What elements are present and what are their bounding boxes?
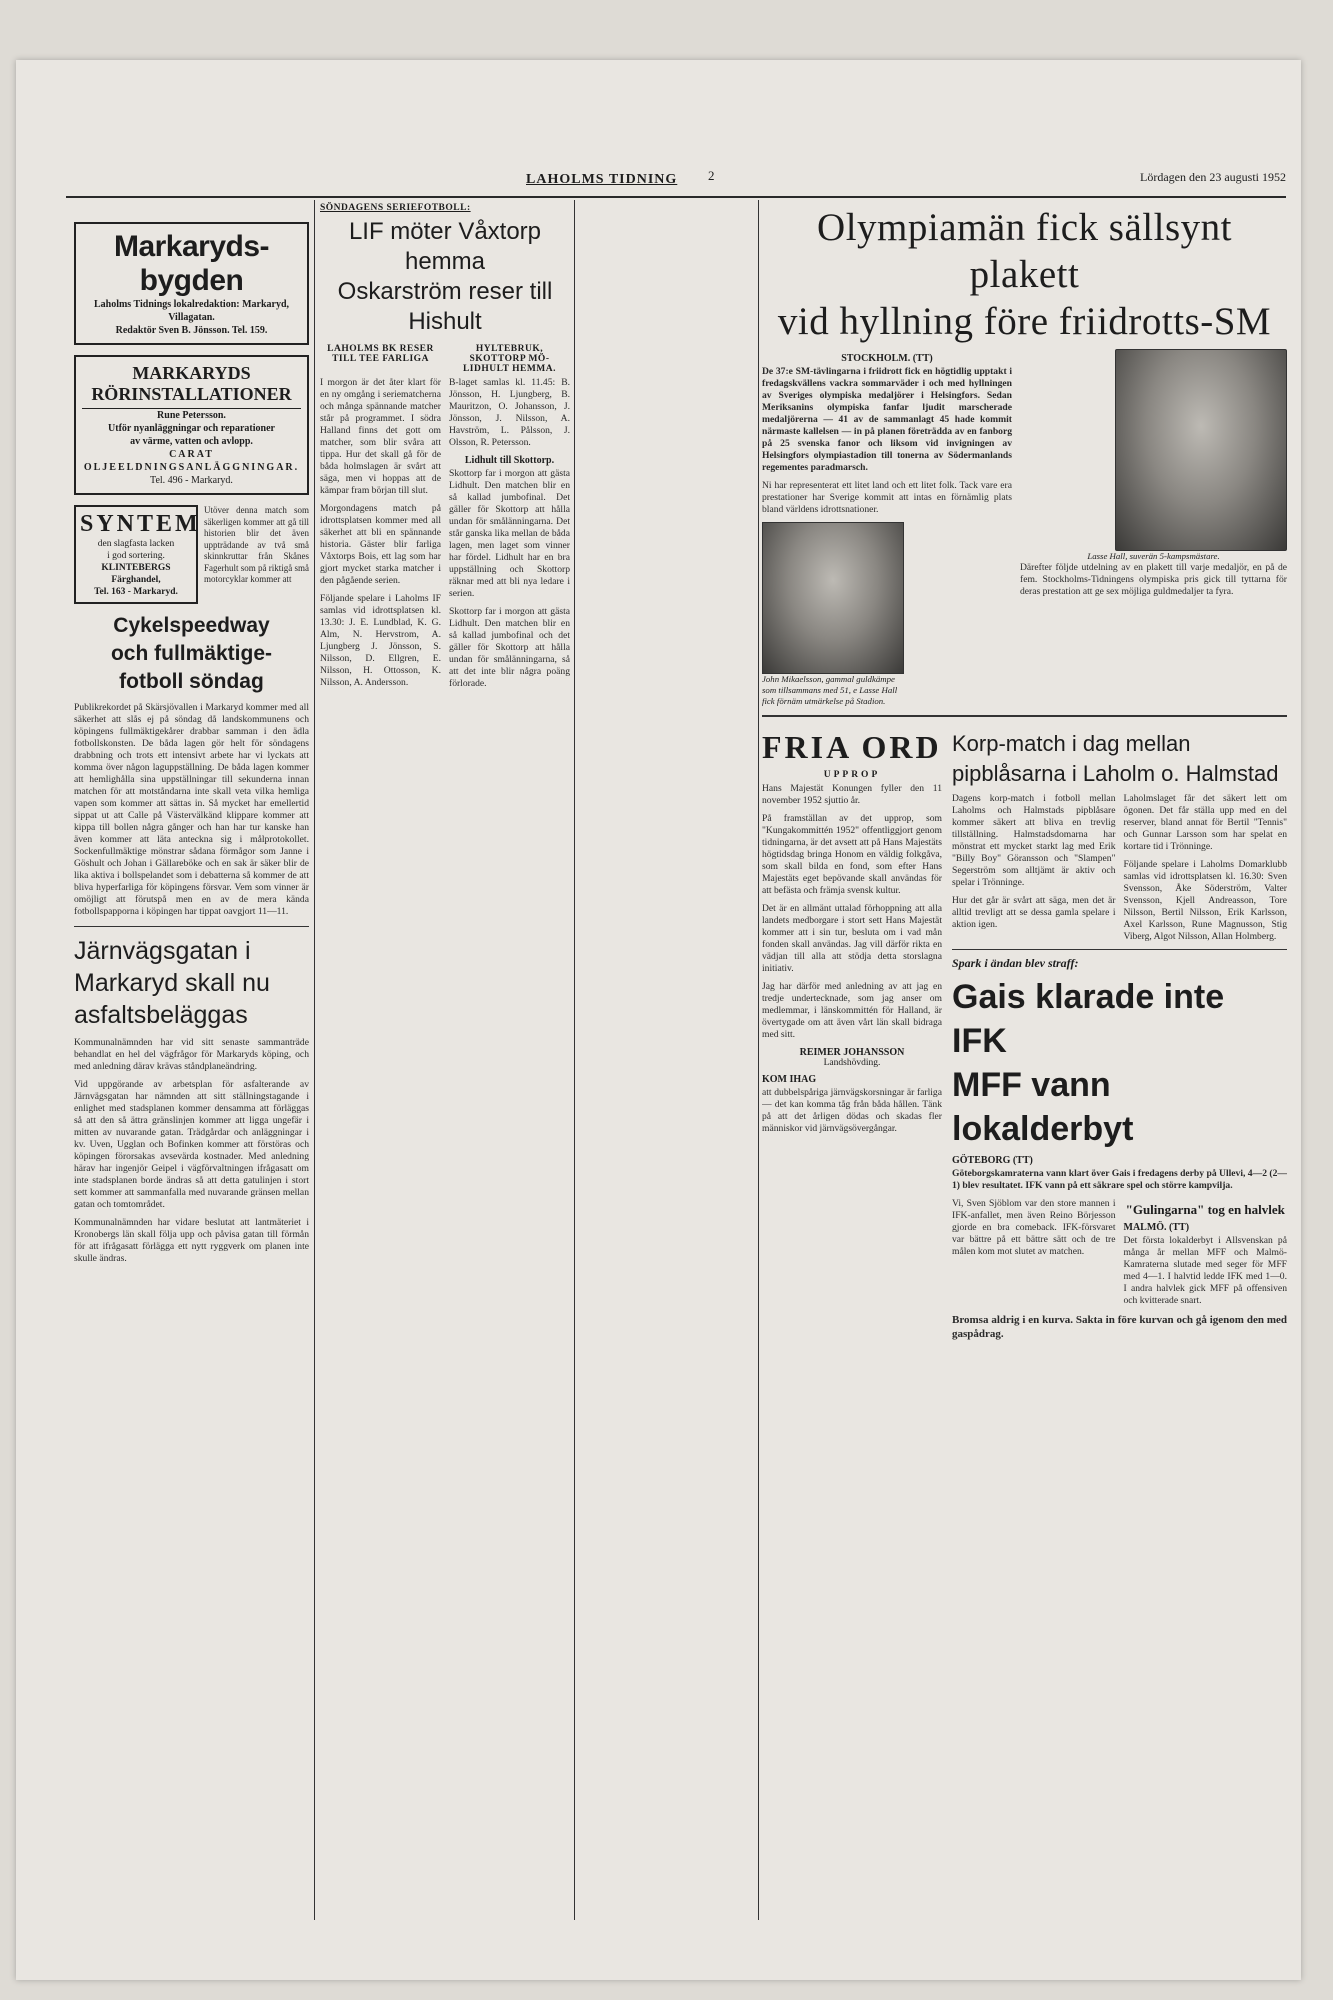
oly-title1: Olympiamän fick sällsynt plakett [817,206,1232,296]
serie-body2: Morgondagens match på idrottsplatsen kommer med all säkerhet att bli en spännande historia. Gäster blir farliga Våxtorps Bois, ett lag som har gjort mycket starka matcher i den pågående serien. [320,503,441,586]
gais-right [1124,1198,1288,1313]
fria-sign2: Landshövding. [823,1058,881,1068]
mikaelsson-photo [762,522,904,674]
jarnvag-headline: Järnvägsgatan i Markaryd skall nu asfaltsbeläggas [74,937,270,1029]
oly-body2: Därefter följde utdelning av en plakett till varje medaljör, en på de fem. Stockholms-Tidningens olympiska pris gick till tyttarna för deras prestation att ge sex möjliga guldmedaljer ta fyra. [1020,562,1287,597]
markaryd-sub1: Laholms Tidnings lokalredaktion: Markaryd, Villagatan. [93,299,290,323]
speedway-title1: Cykelspeedway [113,614,270,637]
ror-line4: CARAT OLJEELDNINGSANLÄGGNINGAR. [83,449,300,473]
komihag-head: KOM IHAG [762,1074,817,1085]
fria-title: FRIA ORD [762,729,942,765]
fria-body1: Hans Majestät Konungen fyller den 11 november 1952 sjuttio år. [762,783,942,806]
jarnvag-body3: Kommunalnämnden har vidare beslutat att lantmäteriet i Kronobergs län skall följa upp och påvisa gatan till förmån för att ifrågasatt förlägga ett nytt ryggverk om planen inte skulle ändras. [74,1217,309,1264]
serie-body4: Följande spelare i Laholms IF samlas vid idrottsplatsen kl. 13.30: J. E. Lundblad, K. G. Alm, N. Hervstrom, A. Ljungberg J. Jönsson, S. Nilsson, D. Ellgren, E. Nilsson, H. Ottosson, K. Nilsson, A. Andersson. [320,593,441,688]
gais-title2: MFF vann lokalderbyt [952,1066,1134,1148]
gais-kicker: Spark i ändan blev straff: [952,956,1079,970]
serie-body [320,377,570,696]
fria-body2: På framställan av det upprop, som "Kungakommittén 1952" offentliggjort genom tidningarna, är det avsett att på Hans Majestäts högtidsdag bringa Honom en väldig folkgåva, som skall bilda en fond, som efter Hans Majestäts eget bepövande skall användas för att befästa och främja svensk kultur. [762,813,942,896]
speedway-title3: fotboll söndag [119,670,264,693]
oly-article [762,349,1287,707]
ror-line5: Tel. 496 - Markaryd. [150,475,233,486]
fria-body3: Det är en allmänt uttalad förhoppning att alla landets medborgare i stort sett Hans Majestät kommer att i sin tur, besluta om i vad mån fonden skall användas. Jag vill därför rikta en vädjan till alla att stödja detta storslagna initiativ. [762,903,942,974]
korp-body3: Laholmslaget får det säkert lett om ögonen. Det får ställa upp med en del reserver, bland annat för Bertil "Tennis" och Gunnar Larsson som har spelat en kortare tid i Trönninge. [1123,793,1287,852]
fria-ord [762,725,942,1347]
oly-caption2: Lasse Hall, suverän 5-kampsmästare. [1087,551,1220,561]
speedway-side-text: Utöver denna match som säkerligen kommer att gå till historien blir det även uppträdande av två små skinnkruttar från Skånes Fagerhult som på riktigå små motorcyklar kommer att [204,505,309,584]
lif-headline [320,217,570,337]
column-1 [74,200,309,1271]
hall-photo [1115,349,1287,551]
markaryd-title: Markaryds-bygden [113,230,270,297]
jarnvag-body1: Kommunalnämnden har vid sitt senaste sammanträde behandlat en hel del vägfrågor för Markaryds köping, och med anledning därav krävas ståndplaneändring. [74,1037,309,1072]
speedway-body: Publikrekordet på Skärsjövallen i Markaryd kommer med all säkerhet att slås ej på söndag då landskommunens och köpingens fullmäktigekårer drabbar samman i den ädla fotbollskonsten. De båda lagen gör helt för söndagens drabbning och trots ett intensivt arbete har vi lyckats att komma över någon laguppställning. De båda lagen kommer att hemlighålla sina uppställningar till sekunderna innan matchen för att motståndarna inte skall veta vilka hemliga vapen som kommer att sättas in. Så mycket har emellertid sippat ut att Calle på Västervälkänd klippare kommer att kippa till bollen några gånger och han har tur kanske han även kommer att läta anteckna sig i målprotokollet. Sockenfullmäktige mönstrar sådana förmågor som Janne i Göshult och Johan i Gällareböke och en sak är säker blir de lika aktiva i bollspelandet som i debatterna så kommer de att bliva hyperfarliga för köpingens försvar. Vem som vinner är omöjligt att förutspå men en av de mera kända fotbollspapporna i köpingen har tippat oavgjort 11—11. [74,702,309,917]
ror-line1: Rune Petersson. [157,410,226,421]
markaryd-sub2: Redaktör Sven B. Jönsson. Tel. 159. [115,325,268,336]
lif-title1: LIF möter Våxtorp hemma [348,218,542,275]
ror-line3: av värme, vatten och avlopp. [130,436,253,447]
ror-title: MARKARYDS RÖRINSTALLATIONER [82,363,301,409]
korp-body4: Följande spelare i Laholms Domarklubb samlas vid idrottsplatsen kl. 16.30: Sven Svensson, Åke Söderström, Valter Svensson, Kjell Andreasson, Tore Nilsson, Bertil Nilsson, Erik Karlsson, Axel Karlsson, Rune Magnusson, Stig Viberg, Algot Nilsson, Allan Holmberg. [1123,859,1287,942]
komihag-body: att dubbelspåriga järnvägskorsningar är farliga — det kan komma tåg från båda hållen. Tänk på att det årligen dödas och skadas fler människor vid järnvägsövergångar. [762,1087,942,1134]
ror-ad [74,355,309,495]
korp-headline: Korp-match i dag mellan pipblåsarna i Laholm o. Halmstad [952,731,1279,786]
serie-subheads [320,341,570,377]
oly-left [762,349,1012,707]
sondagens-fotboll-note [204,505,309,604]
serie-body5: B-laget samlas kl. 11.45: B. Jönsson, H. Ljungberg, B. Mauritzon, O. Johansson, J. Jönsson, J. Nilsson, A. Havström, L. Pålsson, J. Olsson, R. Petersson. [449,377,570,448]
fria-sub: UPPROP [823,770,881,780]
fria-body4: Jag har därför med anledning av att jag en tredje undertecknade, som jag anser om medlemmar, i länskommittén för Halland, är övertygade om att även vårt län skall bidraga med sitt. [762,981,942,1040]
serie-body3: Skottorp far i morgon att gästa Lidhult. Den matchen blir en så kallad jumbofinal och det gäller för Skottorp att hålla undan för smålänningarna, så att det inte blir några poäng förlorade. [449,606,570,689]
oly-dateline: STOCKHOLM. (TT) [841,353,933,364]
serie-sub-b: HYLTEBRUK, SKOTTORP MÖ-LIDHULT HEMMA. [462,344,557,374]
masthead [66,168,1286,198]
oly-caption1: John Mikaelsson, gammal guldkämpe som tillsammans med 51, e Lasse Hall fick förnäm utmärkelse på Stadion. [762,674,898,706]
gulingarna-head: "Gulingarna" tog en halvlek [1125,1202,1285,1217]
korp-body1: Dagens korp-match i fotboll mellan Laholms och Halmstads pipblåsare kommer säkert att bliva en trevlig tillställning. Halmstadsdomarna har mönstrat ett mycket starkt lag med Erik "Billy Boy" Göransson och "Slampen" Segerström som alltjämt är aktiv och spelar i Trönninge. [952,793,1116,888]
lidhult-body: Skottorp far i morgon att gästa Lidhult. Den matchen blir en så kallad jumbofinal. Det gäller för Skottorp att hålla undan för smålänningarna. Det står ganska lika mellan de båda lagen, men laget som vinner har fördel. Lidhult har en bra uppställning och Skottorp räknar med att bli nya ledare i serien. [449,468,570,599]
gais-cols [952,1198,1287,1313]
syntem-row [74,505,309,604]
korp-gais [952,725,1287,1347]
oly-body1: Ni har representerat ett litet land och ett litet folk. Tack vare era prestationer har Sverige kommit att intas en förnämlig plats bland världens idrottsnationer. [762,480,1012,515]
markaryd-box [74,222,309,345]
speedway-headline [74,612,309,696]
gais-left [952,1198,1116,1313]
fria-sign: REIMER JOHANSSON [799,1047,905,1058]
oly-title2: vid hyllning före friidrotts-SM [777,300,1272,343]
speedway-title2: och fullmäktige- [110,642,273,665]
lidhult-head: Lidhult till Skottorp. [464,455,555,466]
right-section [762,200,1287,1347]
gais-lead: Göteborgskamraterna vann klart över Gais i fredagens derby på Ullevi, 4—2 (2—1) blev resultatet. IFK vann på ett säkrare spel och större kampvilja. [952,1168,1287,1191]
masthead-title: LAHOLMS TIDNING [526,172,678,187]
bromsa-note: Bromsa aldrig i en kurva. Sakta in före kurvan och gå igenom den med gaspådrag. [952,1314,1287,1340]
syntem-title: SYNTEM [80,511,201,537]
gulingarna-dateline: MALMÖ. (TT) [1123,1222,1190,1233]
korp-body2: Hur det går är svårt att säga, men det är alltid trevligt att se dessa gamla spelare i aktion igen. [952,895,1116,930]
gais-dateline: GÖTEBORG (TT) [952,1155,1033,1166]
gais-headline [952,975,1287,1151]
syntem-l1: den slagfasta lacken [97,539,175,549]
syntem-l2: i god sortering. [107,551,165,561]
oly-headline [762,204,1287,345]
gais-title1: Gais klarade inte IFK [952,978,1225,1060]
ror-line2: Utför nyanläggningar och reparationer [108,423,275,434]
column-2 [320,200,570,696]
lif-title2: Oskarström reser till Hishult [337,278,553,335]
masthead-date: Lördagen den 23 augusti 1952 [1140,170,1286,184]
syntem-ad [74,505,201,604]
serie-label: SÖNDAGENS SERIEFOTBOLL: [320,203,471,213]
oly-right [1020,349,1287,707]
page-mark: 2 [708,168,715,183]
lower-right [762,725,1287,1347]
oly-lead: De 37:e SM-tävlingarna i friidrott fick en högtidlig upptakt i fredagskvällens vackra sommarväder i och med hyllningen av Sveriges olympiska medaljörer i Helsingfors. Sedan Meriksanins olympiska fanfar ljudit marscherade medaljörerna — 41 av de sammanlagt 45 hade kommit närmaste kallelsen — in på planen företrädda av en fanborg på 25 svenska fanor och liksom vid invigningen av Helsingfors olympiastadion till tonerna av Södermanlands regementes paradmarsch. [762,366,1012,473]
serie-body1: I morgon är det åter klart för en ny omgång i seriematcherna och många spännande matcher står på programmet. I södra Halland finns det gott om matcher, som blir svåra att tippa. Hur det skall gå för de båda holmslagen är svårt att säga, men vi hoppas att de kämpar fram början till slut. [320,377,441,496]
syntem-l3: KLINTEBERGS Färghandel, [101,563,171,585]
newspaper-page [16,60,1301,1980]
gais-body1: Vi, Sven Sjöblom var den store mannen i IFK-anfallet, men även Reino Börjesson gjorde en bra comeback. IFK-försvaret var bättre på ett bättre sätt och de tre målen kom mot slutet av matchen. [952,1198,1116,1257]
jarnvag-body2: Vid uppgörande av arbetsplan för asfalterande av Järnvägsgatan har nämnden att sitt ställningstagande i enlighet med stadsplanen kommer densamma att förläggas så att den så ättra gränslinjen kommer att ligga ungefär i mitten av nuvarande gatan. Trädgårdar och anläggningar i kv. Uven, Ugglan och Bofinken kommer att förstöras och köpingen förorsakas avsevärda kostnader. Med anledning härav har ingenjör Geipel i vägförvaltningen ifrågasatt om inte stadsplanen borde ändras så att detta gatulinjen i stort sett kommer att sammanfalla med nuvarande gränsen mellan gatan och tomtområdet. [74,1079,309,1210]
serie-sub-a: LAHOLMS BK RESER TILL TEE FARLIGA [327,344,434,364]
syntem-l4: Tel. 163 - Markaryd. [94,587,178,597]
gulingarna-body: Det första lokalderbyt i Allsvenskan på många år mellan MFF och Malmö-Kamraterna slutade med seger för MFF med 4—1. I halvtid ledde IFK med 1—0. I andra halvlek gick MFF på offensiven och kvitterade snart. [1123,1235,1287,1306]
korp-body [952,793,1287,943]
